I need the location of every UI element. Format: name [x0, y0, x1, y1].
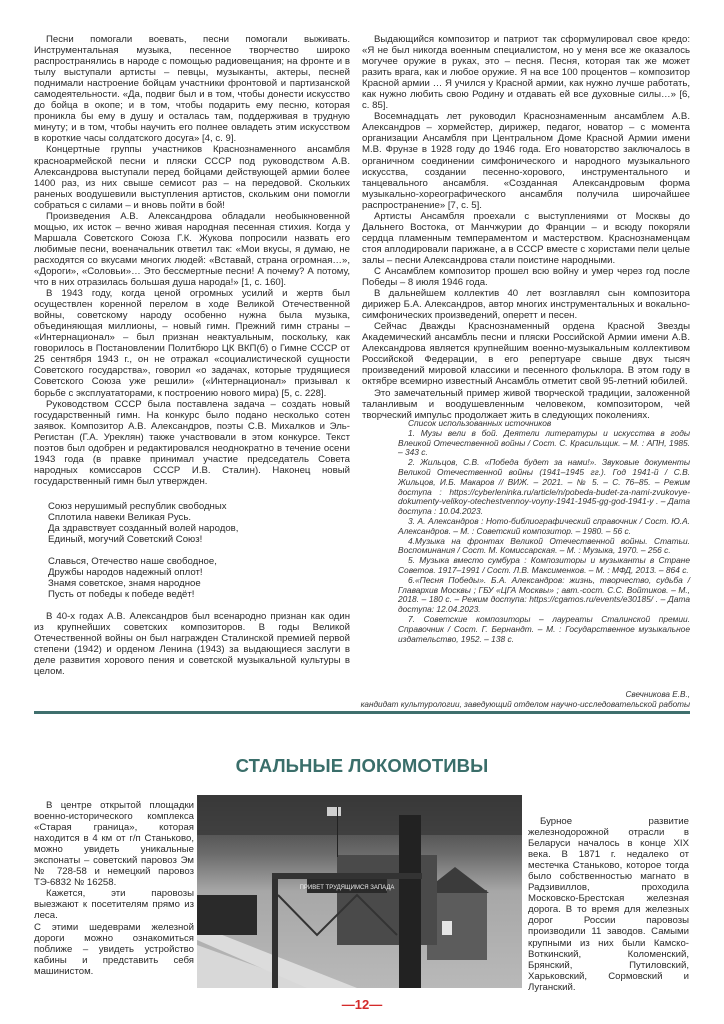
- railway-station-photo: [197, 795, 522, 988]
- paragraph: В 1943 году, когда ценой огромных усилий и жертв был осуществлен коренной перелом в ходе Великой Отечественной войны, советскому народу особенно нужна была музыка, объединяющая миллионы, – новый гимн. Прежний гимн страны – «Интернационал» – был признан неактуальным, поскольку, как говорилось в Постановлении Политбюро ЦК ВКП(б) о Гимне СССР от 25 сентября 1943 г., он не отражал «социалистической сущности Советского государства», говорил «о задачах, которые трудящиеся Советского Союза уже решили» («Интернационал» призывал к борьбе с эксплуататорами, к построению нового мира) [5, с. 228].: [34, 288, 350, 399]
- paragraph: Руководством СССР была поставлена задача – создать новый государственный гимн. На конкурс было подано несколько сотен заявок. Композитор А.В. Александров, поэты С.В. Михалков и Эль-Регистан (Г.А. Уреклян) также участвовали в этом конкурсе. Текст поэтов был одобрен и редактировался неоднократно в течение осени 1943 года (в правке принимал участие председатель Совета народных комиссаров СССР И.В. Сталин). Наконец новый государственный гимн был утвержден.: [34, 398, 350, 487]
- paragraph: Песни помогали воевать, песни помогали выживать. Инструментальная музыка, песенное творчество широко распространялись в народе с помощью радиовещания; на фронте и в тылу выступали артисты – певцы, музыканты, актеры, песней поднимали настроение бойцам участники фронтовой и партизанской самодеятельности. «Да, подвиг был и в том, чтобы донести искусство до бойца в окопе; и в том, чтобы подарить ему песню, которая проникла бы ему в душу и осталась там, поддерживая в трудную минуту; и в том, чтобы научить его полнее овладеть этим искусством в короткие часы солдатского досуга» [4, с. 9].: [34, 34, 350, 145]
- article-right-column: [362, 34, 690, 421]
- svg-text:ПРИВЕТ ТРУДЯЩИМСЯ ЗАПАДА: ПРИВЕТ ТРУДЯЩИМСЯ ЗАПАДА: [299, 885, 395, 891]
- verse-line: Единый, могучий Советский Союз!: [48, 533, 203, 545]
- verse-line: Да здравствует созданный волей народов,: [48, 522, 239, 534]
- reference-item: 2. Жильцов, С.В. «Победа будет за нами!». Звуковые документы Великой Отечественной войны (1941–1945 гг.). Год 1941-й / С.В. Жильцов, И.Б. Макаров // ВИЖ. – 2021. – № 5. – С. 76–85. – Режим доступа : https://cyberleninka.ru/article/n/pobeda-budet-za-nami-zvukovye-dokumenty-velikoy-otechestvennoy-voyny-1941-1945-gg-god-1941-y . – Дата доступа : 10.04.2023.: [398, 457, 690, 517]
- paragraph: С Ансамблем композитор прошел всю войну и умер через год после Победы – 8 июля 1946 года.: [362, 265, 690, 289]
- paragraph: Сейчас Дважды Краснознаменный ордена Красной Звезды Академический ансамбль песни и пляски Российской Армии имени А.В. Александрова является крупнейшим военно-музыкальным коллективом Российской Федерации, в его репертуаре свыше двух тысяч произведений мировой классики и песенного фольклора. В этом году в октябре всемирно известный Ансамбль отметит свой 95-летний юбилей.: [362, 321, 690, 388]
- verse-stanza-2: [48, 556, 350, 600]
- article-title: СТАЛЬНЫЕ ЛОКОМОТИВЫ: [235, 755, 489, 776]
- paragraph: В 40-х годах А.В. Александров был всенародно признан как один из крупнейших советских композиторов. В годы Великой Отечественной войны он был награжден Сталинской премией первой степени (1942) и орденом Ленина (1943) за выдающиеся заслуги в деле развития хорового пения и советской музыкальной культуры в целом.: [34, 610, 350, 678]
- locomotive-left-text: [34, 800, 194, 977]
- author-signature: [361, 690, 690, 710]
- section-divider: [34, 711, 690, 714]
- verse-stanza-1: [48, 501, 350, 545]
- verse-line: Дружбы народов надежный оплот!: [48, 566, 203, 578]
- references-title: Список использованных источников: [408, 418, 552, 428]
- paragraph: Это замечательный пример живой творческой традиции, заложенной таланливым и воодушевленным человеком, композитором, чей творческий импульс продолжает жить в следующих поколениях.: [362, 387, 690, 421]
- verse-line: Славься, Отечество наше свободное,: [48, 555, 217, 567]
- reference-item: 4.Музыка на фронтах Великой Отечественной войны. Статьи. Воспоминания / Сост. М. Комиссарская. – М. : Музыка, 1970. – 256 с.: [398, 535, 690, 556]
- paragraph: Кажется, эти паровозы выезжают к посетителям прямо из леса.: [34, 888, 194, 922]
- verse-line: Союз нерушимый республик свободных: [48, 500, 227, 512]
- reference-item: 5. Музыка вместо сумбура : Композиторы и музыканты в Стране Советов. 1917–1991 / Сост. Л.В. Максименков. – М. : МФД, 2013. – 864 с.: [398, 555, 690, 575]
- paragraph: Произведения А.В. Александрова обладали необыкновенной мощью, их исток – вечно живая народная песенная стихия. Когда у Маршала Советского Союза Г.К. Жукова попросили назвать его любимые песни, военачальник ответил так: «Мои вкусы, я думаю, не расходятся со вкусами многих людей: «Вставай, страна огромная…», «Дороги», «Соловьи»… Это бессмертные песни! А почему? А потому, что в них отразилась большая душа народа!» [1, с. 160].: [34, 210, 350, 289]
- paragraph: Выдающийся композитор и патриот так сформулировал свое кредо: «Я не был никогда военным специалистом, но у меня все же оказалось могучее оружие в руках, это – песня. Песня, которая так же может разить врага, как и любое оружие. Я на все 100 процентов – композитор Красной армии … Я учился у Красной армии, как нужно лучше работать, как нужно любить свою Родину и отдавать ей все духовные силы…» [6, с. 85].: [362, 34, 690, 112]
- reference-item: 1. Музы вели в бой. Деятели литературы и искусства в годы Влеикой Отечественной войны / Сост. С. Красильщик. – М. : АПН, 1985. – 343 с.: [398, 427, 690, 458]
- paragraph: Бурное развитие железнодорожной отрасли в Беларуси началось в конце XIX века. В 1871 г. недалеко от местечка Станьково, которое тогда было собственностью магнато в Радзивиллов, проходила Московско-Брестская железная дорога. В то время для железных дорог России паровозы производили 11 заводов. Самыми крупными из них были Камско-Воткинский, Коломенский, Брянский, Путиловский, Харьковский, Сормовский и Луганский.: [528, 816, 689, 993]
- verse-line: Пусть от победы к победе ведёт!: [48, 588, 195, 600]
- paragraph: Восемнадцать лет руководил Краснознаменным ансамблем А.В. Александров – хормейстер, дирижер, педагог, новатор – с момента организации Ансамбля при Центральном Доме Красной Армии имени М.В. Фрунзе в 1928 году до 1946 года. Его новаторство заключалось в органичном соединении симфонического и народного музыкального искусства, создании песенно-хорового, инструментального и танцевального ансамбля. «Созданная Александровым форма музыкально-хореографического ансамбля получила широчайшее распространение» [7, с. 5].: [362, 111, 690, 211]
- paragraph: В дальнейшем коллектив 40 лет возглавлял сын композитора дирижер Б.А. Александров, автор многих инструментальных и вокально-симфонических произведений, оперетт и песен.: [362, 288, 690, 322]
- paragraph: Концертные группы участников Краснознаменного ансамбля красноармейской песни и пляски СССР под руководством А.В. Александрова выступали перед бойцами действующей армии более 1400 раз, из них свыше семисот раз – на передовой. Скольких раненых воодушевили выступления артистов, скольким они помогли собраться с силами – и вновь пойти в бой!: [34, 144, 350, 211]
- reference-item: 7. Советские композиторы – лауреаты Сталинской премии. Справочник / Сост. Г. Бернандт. – М. : Государственное музыкальное издательство, 1952. – 138 с.: [398, 613, 690, 644]
- references-list: [398, 419, 690, 644]
- paragraph: В центре открытой площадки военно-исторического комплекса «Старая граница», которая находится в 4 км от г/п Станьково, можно увидеть уникальные экспонаты – советский паровоз Эм № 728-58 и немецкий паровоз ТЭ-6832 № 16258.: [34, 800, 194, 889]
- article-left-column: [34, 34, 350, 677]
- verse-line: Знамя советское, знамя народное: [48, 577, 201, 589]
- reference-item: 3. А. Александров : Ното-библиографический справочник / Сост. Ю.А. Александров. – М. : Советский композитор. – 1980. – 56 с.: [398, 515, 690, 536]
- page-number: —12—: [341, 997, 383, 1012]
- reference-item: 6.«Песня Победы». Б.А. Александров: жизнь, творчество, судьба / Главархив Москвы ; ГБУ «ЦГА Москвы» ; авт.-сост. С.С. Войтиков. – М., 2018. – 180 с. – Режим доступа: https://cgamos.ru/events/e30185/ . – Дата доступа: 12.04.2023.: [398, 574, 690, 615]
- author-title: кандидат культурологии, заведующий отделом научно-исследовательской работы: [360, 700, 690, 709]
- verse-line: Сплотила навеки Великая Русь.: [48, 511, 192, 523]
- paragraph: С этими шедеврами железной дороги можно ознакомиться поближе – увидеть устройство кабины и представить себя машинистом.: [34, 921, 194, 977]
- author-name: Свечникова Е.В.,: [625, 690, 690, 699]
- paragraph: Артисты Ансамбля проехали с выступлениями от Москвы до Дальнего Востока, от Манчжурии до Франции – и всюду покоряли сердца пламенным темпераментом и мастерством. Краснознаменцам стоя аплодировали парижане, а в СССР вместе с хористами пели целые залы – песни Александрова стали поистине народными.: [362, 210, 690, 266]
- photo-illustration: [197, 795, 522, 988]
- locomotive-right-text: [528, 816, 689, 993]
- anthem-verse: [48, 501, 350, 600]
